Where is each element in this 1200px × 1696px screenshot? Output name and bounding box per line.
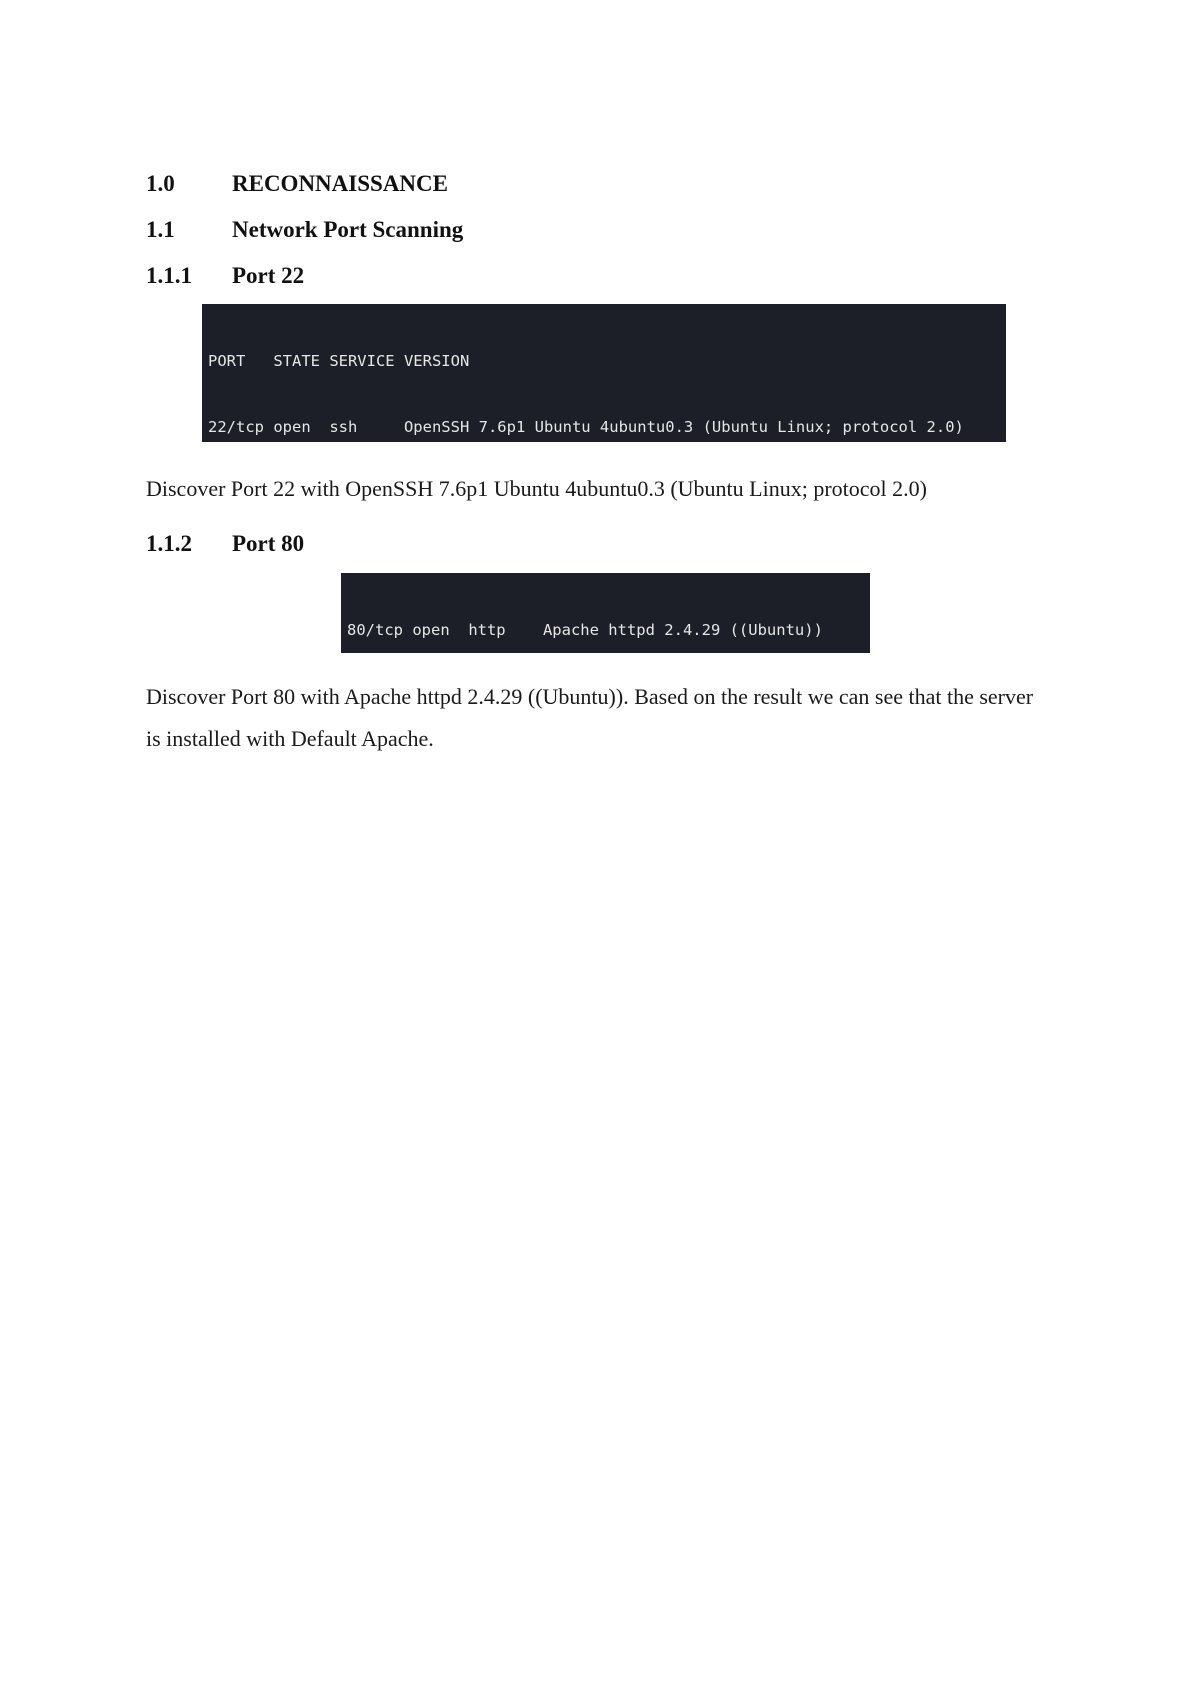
section-number: 1.1.1: [146, 263, 192, 288]
terminal-screenshot-port-80: [341, 573, 870, 653]
paragraph-port-22: Discover Port 22 with OpenSSH 7.6p1 Ubuntu 4ubuntu0.3 (Ubuntu Linux; protocol 2.0): [146, 476, 927, 501]
terminal-line: 80/tcp open http Apache httpd 2.4.29 ((Ubuntu)): [347, 621, 823, 639]
section-heading-port-80: [146, 530, 304, 558]
section-number: 1.1: [146, 217, 175, 242]
section-heading-recon: [146, 170, 448, 198]
section-heading-port-22: [146, 262, 304, 290]
paragraph-port-80: Discover Port 80 with Apache httpd 2.4.29 ((Ubuntu)). Based on the result we can see that the server is installed with Default Apache.: [146, 684, 1034, 751]
section-title: Port 22: [232, 263, 305, 288]
terminal-screenshot-port-22: [202, 304, 1006, 442]
section-number: 1.0: [146, 171, 175, 196]
section-title: Port 80: [232, 531, 305, 556]
terminal-line: PORT STATE SERVICE VERSION: [208, 352, 470, 370]
section-heading-network-port-scanning: [146, 216, 463, 244]
section-title: Network Port Scanning: [232, 217, 464, 242]
section-number: 1.1.2: [146, 531, 192, 556]
section-title: RECONNAISSANCE: [232, 171, 448, 196]
terminal-line: 22/tcp open ssh OpenSSH 7.6p1 Ubuntu 4ubuntu0.3 (Ubuntu Linux; protocol 2.0): [208, 418, 964, 436]
